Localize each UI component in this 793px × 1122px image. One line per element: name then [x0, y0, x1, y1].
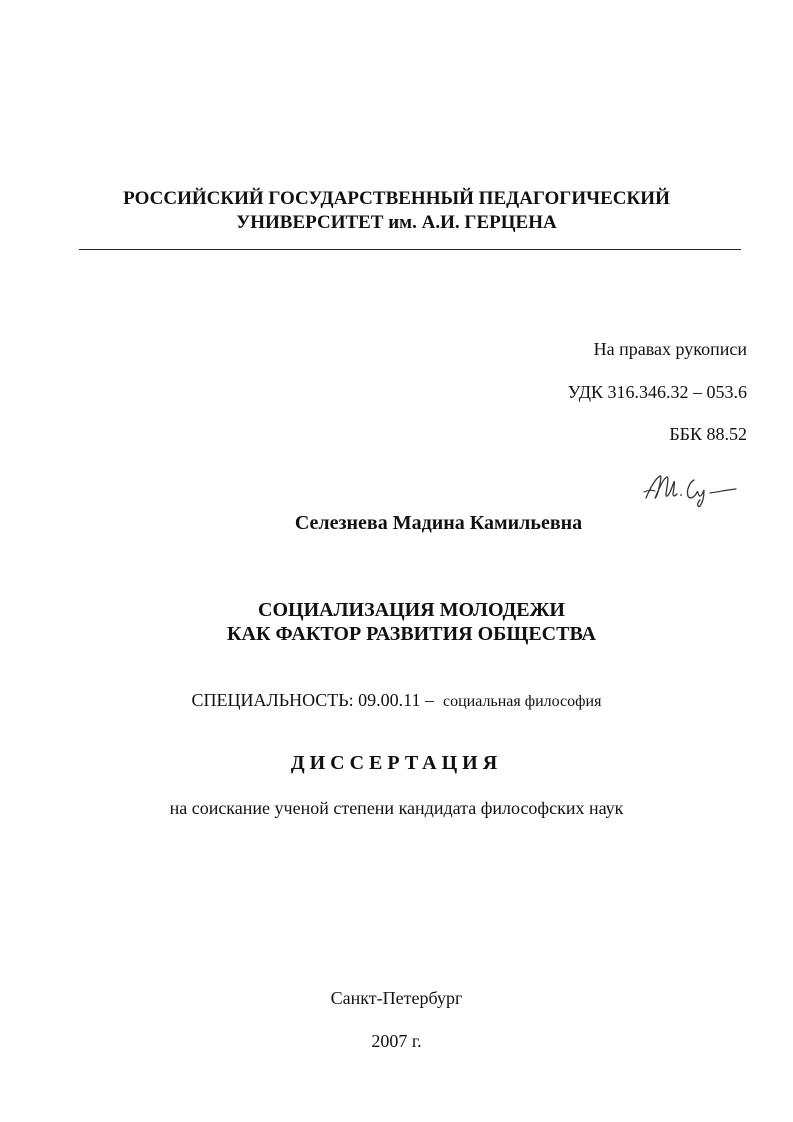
city: Санкт-Петербург	[330, 988, 463, 1008]
title-line-1: СОЦИАЛИЗАЦИЯ МОЛОДЕЖИ	[258, 599, 565, 621]
specialty-name: социальная философия	[442, 693, 602, 710]
institution-line-1: РОССИЙСКИЙ ГОСУДАРСТВЕННЫЙ ПЕДАГОГИЧЕСКИЙ	[123, 188, 670, 209]
degree-statement: на соискание ученой степени кандидата философских наук	[169, 798, 624, 818]
specialty-label: СПЕЦИАЛЬНОСТЬ: 09.00.11 –	[191, 690, 434, 710]
dissertation-title	[15, 598, 793, 646]
institution-name	[0, 187, 793, 235]
specialty	[0, 689, 793, 713]
document-type: ДИССЕРТАЦИЯ	[290, 752, 503, 774]
author-name: Селезнева Мадина Камильевна	[294, 512, 583, 534]
bbk-code: ББК 88.52	[669, 424, 747, 444]
year: 2007 г.	[371, 1031, 422, 1051]
manuscript-rights-note: На правах рукописи	[593, 339, 747, 359]
udk-code: УДК 316.346.32 – 053.6	[567, 382, 747, 402]
title-line-2: КАК ФАКТОР РАЗВИТИЯ ОБЩЕСТВА	[227, 623, 596, 645]
handwritten-signature	[640, 470, 740, 510]
header-divider	[79, 249, 741, 250]
institution-line-2: УНИВЕРСИТЕТ им. А.И. ГЕРЦЕНА	[236, 212, 557, 233]
